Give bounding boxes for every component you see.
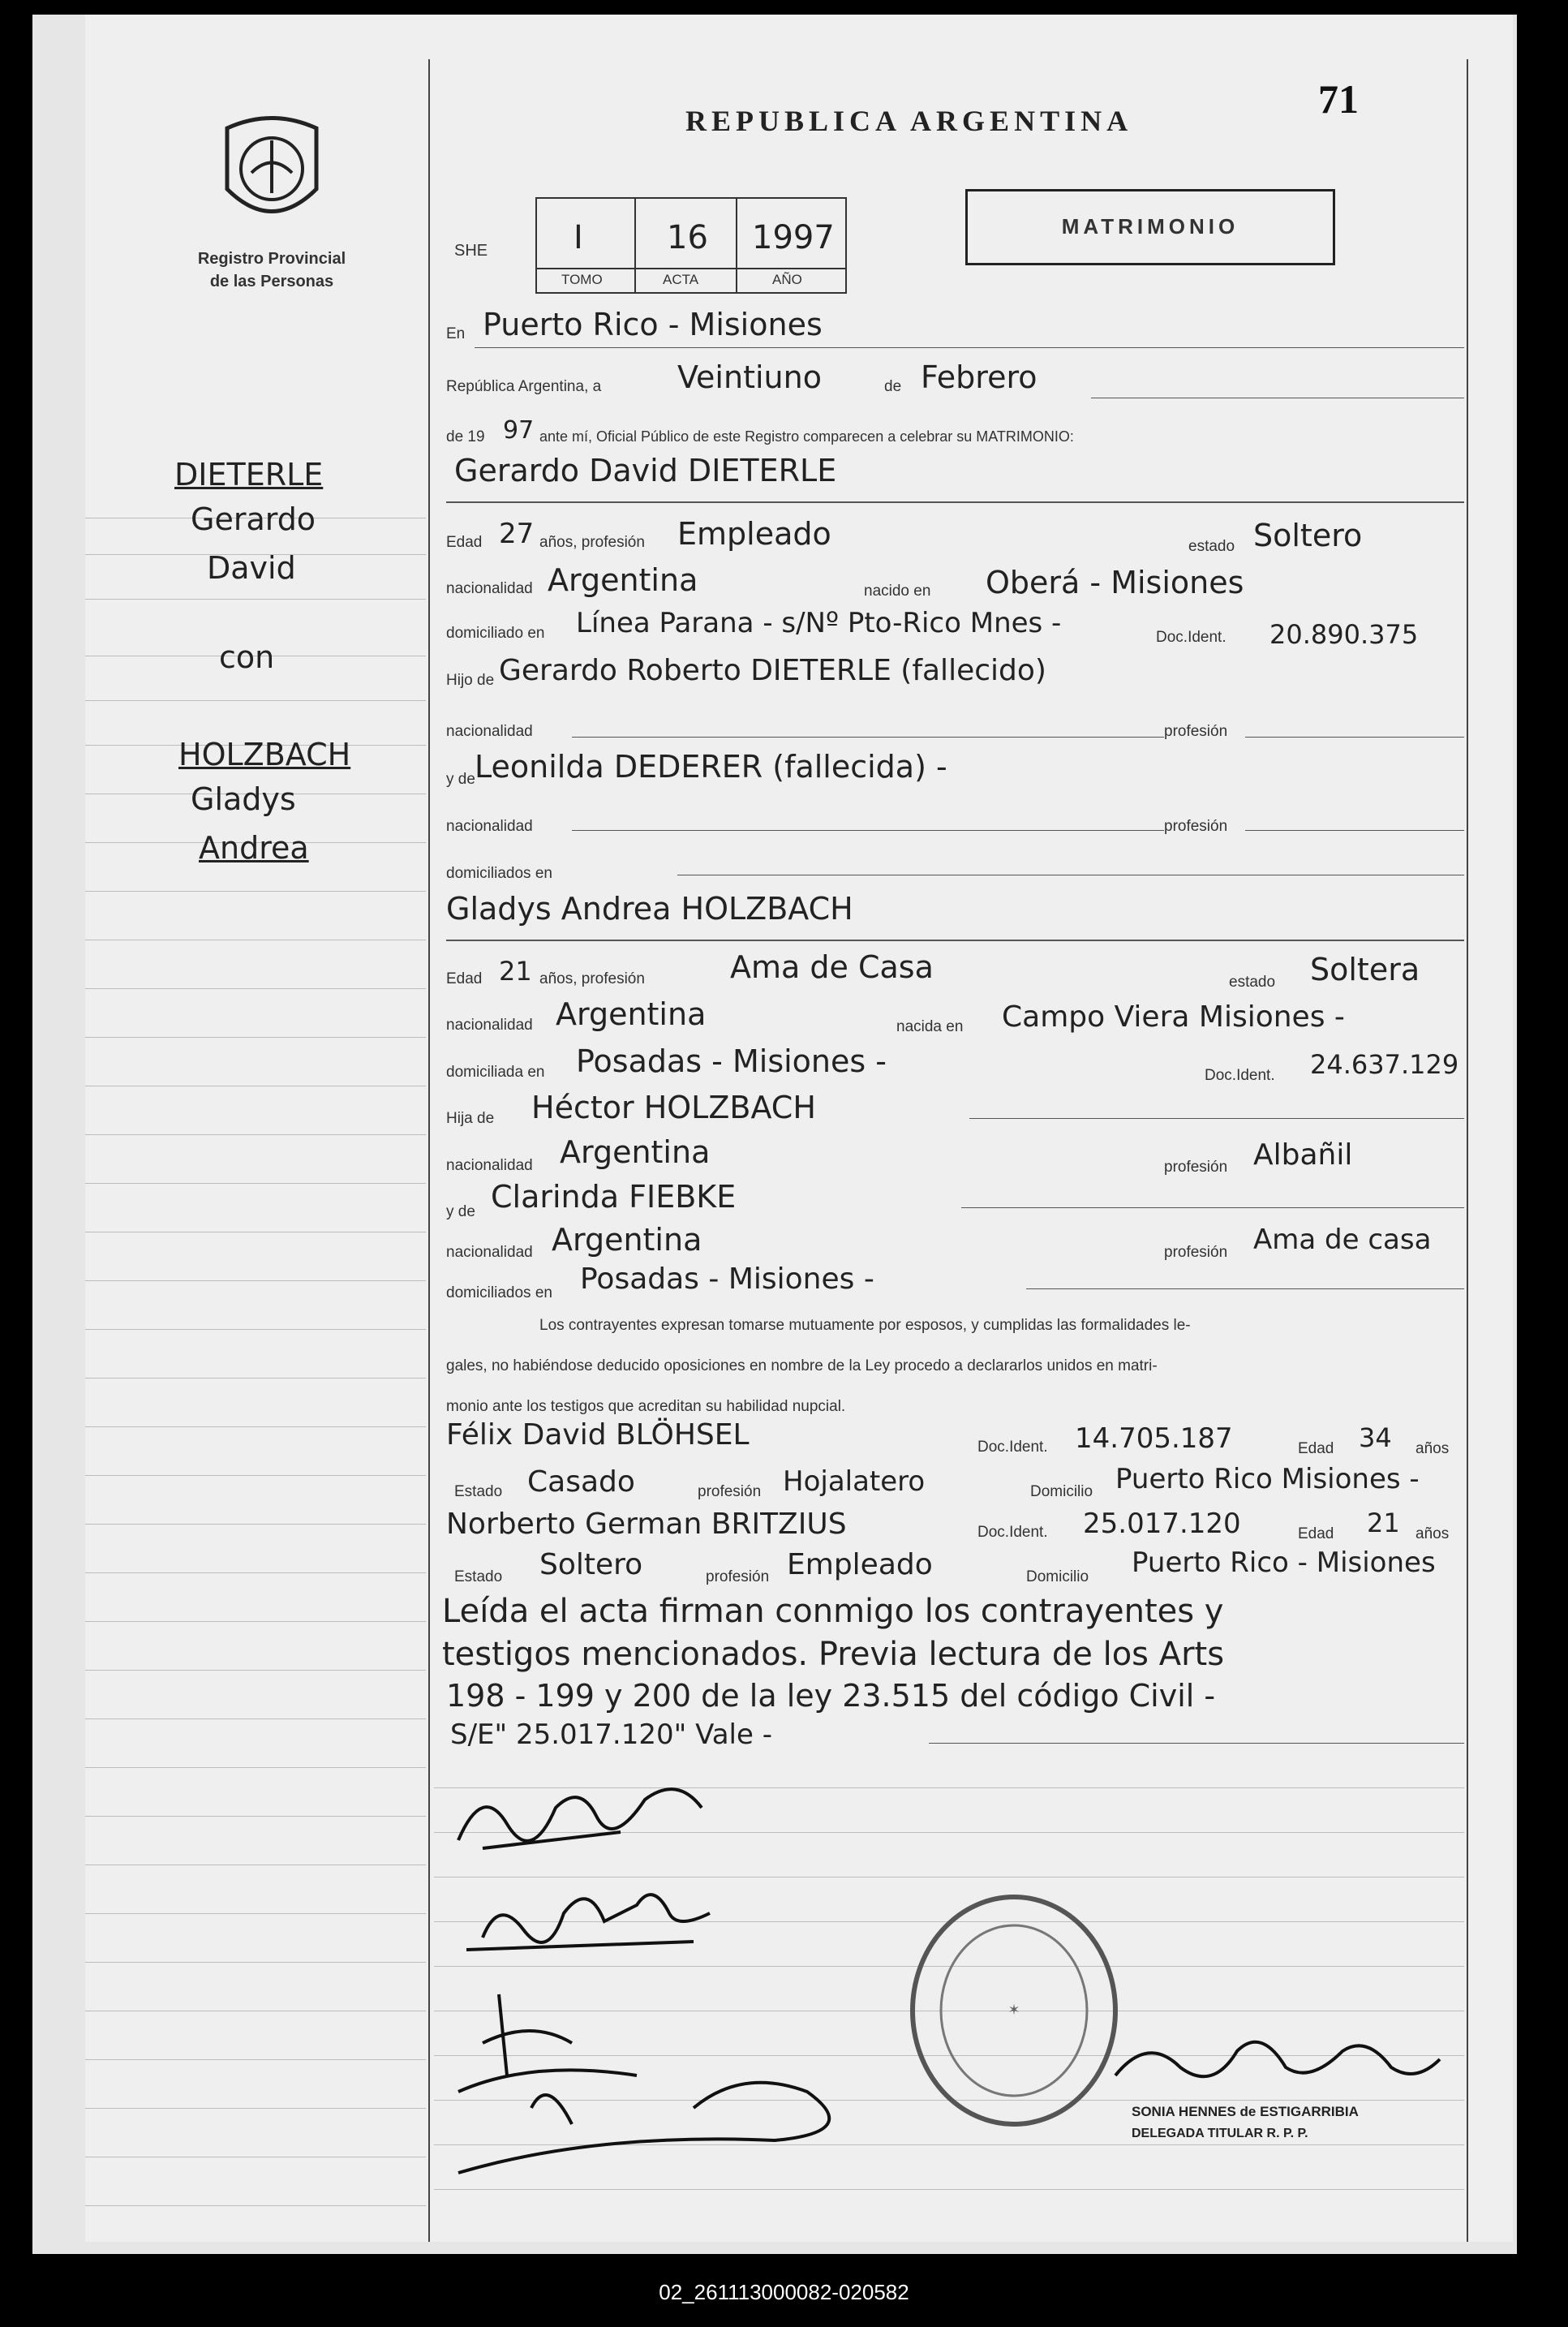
- margin-groom-first: Gerardo: [191, 501, 316, 537]
- groom-mother: Leonilda DEDERER (fallecida) -: [475, 749, 947, 785]
- groom-dom-label: domiciliado en: [446, 625, 545, 642]
- w1-anos: años: [1415, 1440, 1450, 1457]
- w2-estado: Soltero: [539, 1548, 643, 1581]
- groom-birthplace: Oberá - Misiones: [986, 565, 1244, 600]
- groom-estado: Soltero: [1253, 518, 1363, 553]
- de-label: de: [884, 378, 902, 395]
- registry-name: [174, 247, 369, 293]
- year-suffix: 97: [503, 416, 535, 445]
- bride-father-prof: Albañil: [1253, 1138, 1353, 1172]
- w1-prof-label: profesión: [698, 1483, 762, 1500]
- bride-mother-prof: Ama de casa: [1253, 1224, 1432, 1256]
- w2-dom-label: Domicilio: [1026, 1568, 1089, 1585]
- mother-nac-label: nacionalidad: [446, 818, 533, 835]
- parents-dom-label: domiciliados en: [446, 865, 552, 882]
- closing-line-2: testigos mencionados. Previa lectura de los Arts: [442, 1636, 1225, 1673]
- bride-estado: Soltera: [1310, 952, 1420, 987]
- legal-line-1: Los contrayentes expresan tomarse mutuamente por esposos, y cumplidas las formalidades le-: [539, 1317, 1191, 1334]
- tomo-label: TOMO: [561, 272, 603, 287]
- bride-estado-label: estado: [1229, 974, 1276, 991]
- w1-address: Puerto Rico Misiones -: [1115, 1463, 1420, 1495]
- bride-mother-prof-label: profesión: [1164, 1244, 1228, 1261]
- bride-father-nat: Argentina: [560, 1134, 711, 1170]
- margin-bride-surname: HOLZBACH: [178, 737, 351, 772]
- father-nac-label: nacionalidad: [446, 723, 533, 740]
- month-value: Febrero: [921, 359, 1037, 395]
- rep-label: República Argentina, a: [446, 378, 602, 395]
- w1-estado: Casado: [527, 1465, 635, 1499]
- groom-nat: Argentina: [548, 562, 698, 598]
- w2-prof-label: profesión: [706, 1568, 770, 1585]
- groom-age: 27: [499, 518, 535, 550]
- groom-doc-label: Doc.Ident.: [1156, 629, 1226, 646]
- bride-age: 21: [499, 956, 532, 987]
- acta-value: 16: [667, 219, 708, 256]
- day-value: Veintiuno: [677, 359, 822, 395]
- document-page: [32, 15, 1517, 2254]
- type-box: [965, 189, 1335, 265]
- officer-signature-icon: [1099, 2019, 1456, 2108]
- officer-title: DELEGADA TITULAR R. P. P.: [1132, 2127, 1308, 2140]
- w1-doc: 14.705.187: [1075, 1422, 1233, 1455]
- acta-label: ACTA: [663, 272, 699, 287]
- w2-prof: Empleado: [787, 1548, 933, 1581]
- right-border: [1467, 59, 1468, 2242]
- bride-father-nac-label: nacionalidad: [446, 1157, 533, 1174]
- bride-anos-label: años, profesión: [539, 970, 645, 987]
- w2-edad-label: Edad: [1298, 1525, 1334, 1542]
- page-number: 71: [1318, 76, 1359, 122]
- year-prefix: de 19: [446, 428, 485, 445]
- en-label: En: [446, 325, 466, 342]
- groom-name: Gerardo David DIETERLE: [454, 453, 837, 488]
- margin-bride-first: Gladys: [191, 781, 296, 817]
- w2-age: 21: [1367, 1508, 1400, 1538]
- w2-doc-label: Doc.Ident.: [977, 1524, 1048, 1541]
- closing-line-4: S/E" 25.017.120" Vale -: [450, 1718, 772, 1751]
- margin-con: con: [219, 639, 275, 675]
- bride-nac-label: nacionalidad: [446, 1017, 533, 1034]
- y-de-label: y de: [446, 771, 475, 788]
- w1-estado-label: Estado: [454, 1483, 503, 1500]
- mother-prof-label: profesión: [1164, 818, 1228, 835]
- groom-anos-label: años, profesión: [539, 534, 645, 551]
- closing-line-1: Leída el acta firman conmigo los contrayentes y: [442, 1593, 1224, 1630]
- bride-dom-label: domiciliada en: [446, 1064, 545, 1081]
- groom-address: Línea Parana - s/Nº Pto-Rico Mnes -: [576, 607, 1062, 639]
- margin-bride-second: Andrea: [199, 830, 309, 866]
- bride-nat: Argentina: [556, 996, 707, 1032]
- bride-mother: Clarinda FIEBKE: [491, 1179, 737, 1215]
- father-prof-label: profesión: [1164, 723, 1228, 740]
- bride-prof: Ama de Casa: [730, 949, 934, 985]
- w1-prof: Hojalatero: [783, 1465, 926, 1498]
- groom-doc: 20.890.375: [1269, 619, 1419, 650]
- image-id-footer: 02_261113000082-020582: [659, 2280, 909, 2304]
- w2-estado-label: Estado: [454, 1568, 503, 1585]
- tomo-acta-box: [535, 197, 847, 294]
- legal-line-3: monio ante los testigos que acreditan su habilidad nupcial.: [446, 1398, 846, 1415]
- registry-seal-icon: [215, 112, 329, 234]
- bride-mother-nac-label: nacionalidad: [446, 1244, 533, 1261]
- w2-anos: años: [1415, 1525, 1450, 1542]
- registry-line-2: de las Personas: [209, 273, 334, 290]
- tomo-value: I: [574, 219, 583, 256]
- margin-groom-surname: DIETERLE: [174, 457, 324, 492]
- registry-line-1: Registro Provincial: [197, 250, 346, 268]
- groom-estado-label: estado: [1188, 538, 1235, 555]
- bride-name: Gladys Andrea HOLZBACH: [446, 891, 853, 927]
- groom-nacido-label: nacido en: [864, 583, 931, 600]
- bride-doc: 24.637.129: [1310, 1049, 1459, 1080]
- bride-edad-label: Edad: [446, 970, 483, 987]
- groom-father: Gerardo Roberto DIETERLE (fallecido): [499, 654, 1046, 687]
- signatures-icon: [434, 1751, 888, 2205]
- y-de-label-2: y de: [446, 1203, 475, 1220]
- she-label: SHE: [454, 242, 488, 260]
- w1-doc-label: Doc.Ident.: [977, 1439, 1048, 1456]
- bride-birthplace: Campo Viera Misiones -: [1002, 1000, 1345, 1034]
- legal-line-2: gales, no habiéndose deducido oposiciones en nombre de la Ley procedo a declararlos unidos en matri-: [446, 1357, 1158, 1374]
- closing-line-3: 198 - 199 y 200 de la ley 23.515 del código Civil -: [446, 1678, 1216, 1714]
- official-stamp-icon: [900, 1889, 1128, 2132]
- bride-father-prof-label: profesión: [1164, 1159, 1228, 1176]
- bride-nacida-label: nacida en: [896, 1018, 964, 1035]
- certificate-sheet: [85, 15, 1513, 2242]
- w1-edad-label: Edad: [1298, 1440, 1334, 1457]
- w1-dom-label: Domicilio: [1030, 1483, 1093, 1500]
- hija-label: Hija de: [446, 1110, 495, 1127]
- parents-address: Posadas - Misiones -: [580, 1262, 874, 1296]
- svg-text:✶: ✶: [1007, 2002, 1020, 2019]
- place-value: Puerto Rico - Misiones: [483, 307, 823, 342]
- type-label: MATRIMONIO: [1061, 214, 1239, 239]
- intro-text: ante mí, Oficial Público de este Registro comparecen a celebrar su MATRIMONIO:: [539, 428, 1074, 445]
- hijo-label: Hijo de: [446, 672, 495, 689]
- bride-address: Posadas - Misiones -: [576, 1043, 887, 1079]
- w2-doc: 25.017.120: [1083, 1508, 1241, 1540]
- margin-groom-second: David: [207, 550, 296, 586]
- bride-father: Héctor HOLZBACH: [531, 1090, 816, 1125]
- ano-label: AÑO: [772, 272, 802, 287]
- groom-prof: Empleado: [677, 516, 831, 552]
- w2-name: Norberto German BRITZIUS: [446, 1508, 847, 1541]
- bride-doc-label: Doc.Ident.: [1205, 1067, 1275, 1084]
- margin-divider: [428, 59, 430, 2242]
- w1-age: 34: [1359, 1422, 1392, 1453]
- country-title: REPUBLICA ARGENTINA: [685, 105, 1133, 137]
- bride-mother-nat: Argentina: [552, 1222, 702, 1258]
- w2-address: Puerto Rico - Misiones: [1132, 1546, 1436, 1579]
- groom-edad-label: Edad: [446, 534, 483, 551]
- w1-name: Félix David BLÖHSEL: [446, 1418, 750, 1452]
- year-value: 1997: [752, 219, 835, 256]
- officer-name: SONIA HENNES de ESTIGARRIBIA: [1132, 2104, 1359, 2119]
- bride-parents-dom-label: domiciliados en: [446, 1284, 552, 1301]
- groom-nac-label: nacionalidad: [446, 580, 533, 597]
